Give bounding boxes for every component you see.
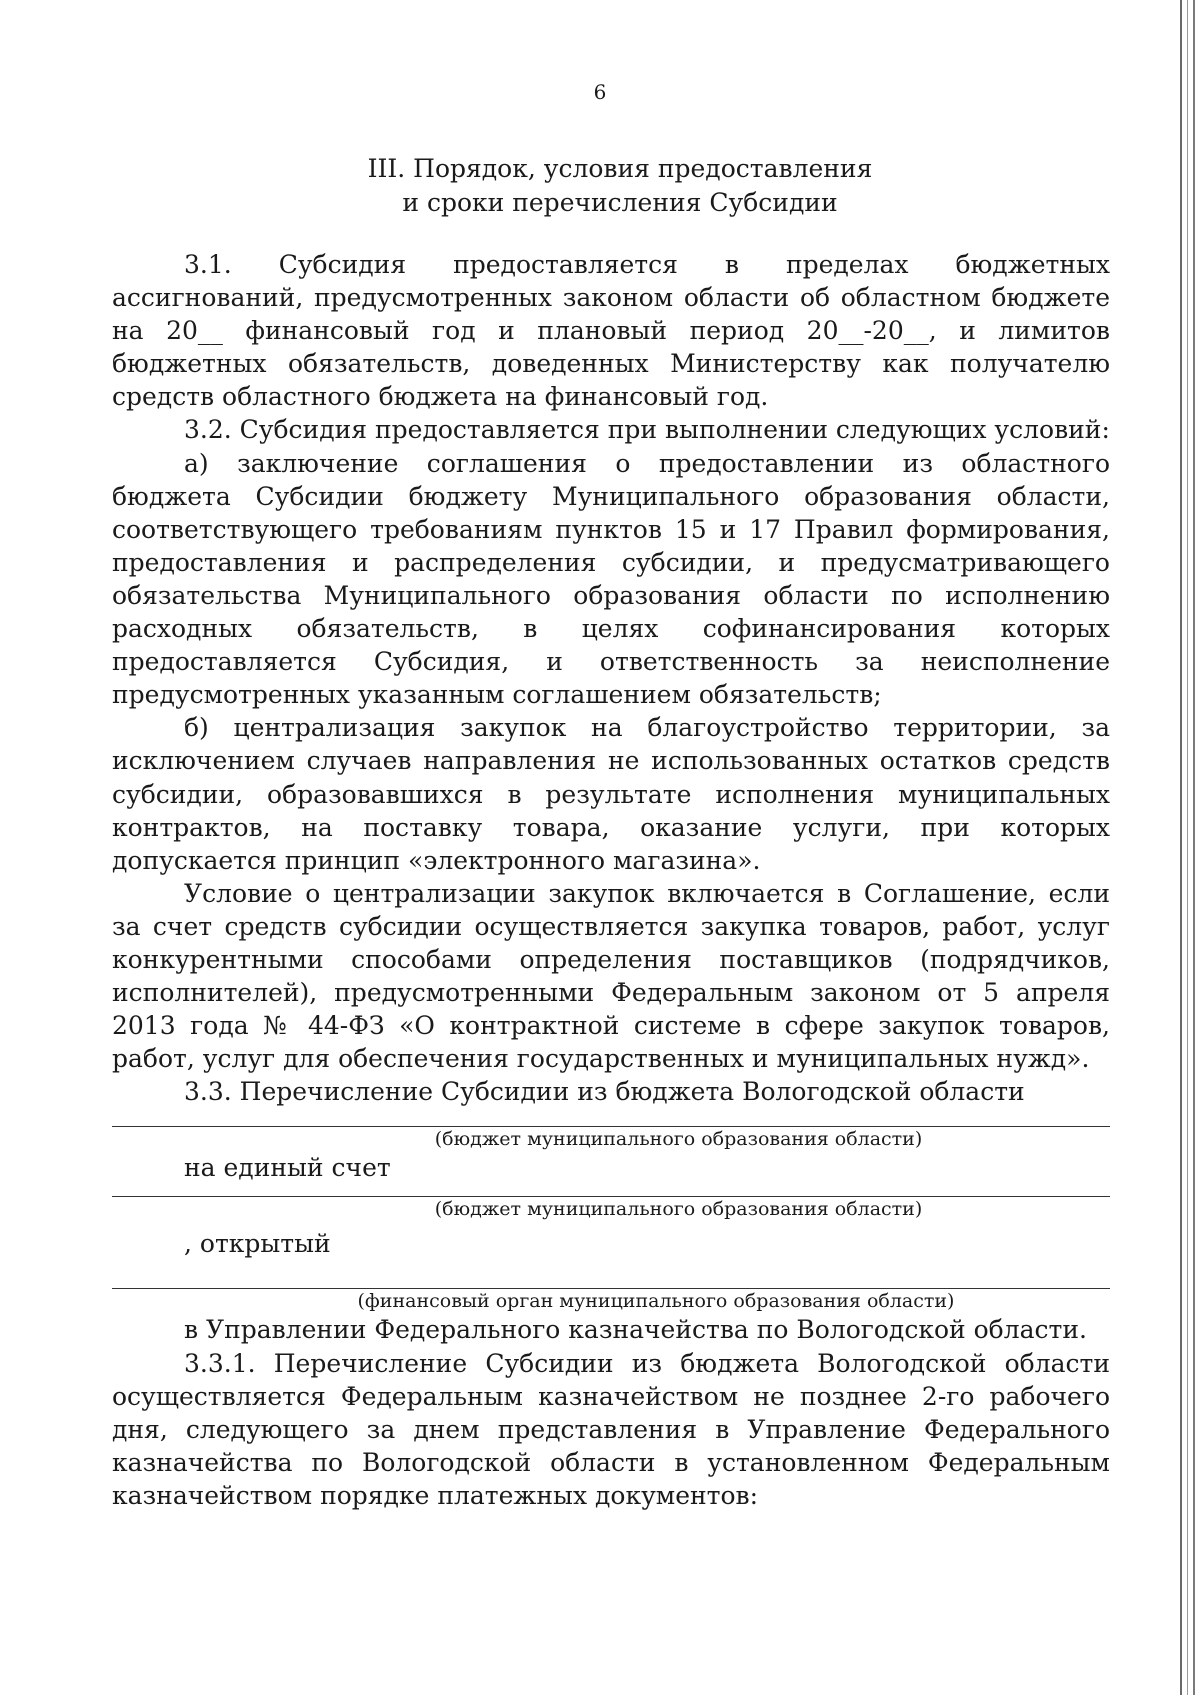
paragraph-3-2-a: а) заключение соглашения о предоставлении из областного бюджета Субсидии бюджету Муниципального образования области, соответствующего требованиям пунктов 15 и 17 Правил формирования, предоставления и распределения субсидии, и предусматривающего обязательства Муниципального образования области по исполнению расходных обязательств, в целях софинансирования которых предоставляется Субсидия, и ответственность за неисполнение предусмотренных указанным соглашением обязательств;: [112, 448, 1110, 710]
section-title-line-2: и сроки перечисления Субсидии: [402, 188, 838, 217]
paragraph-3-3: 3.3. Перечисление Субсидии из бюджета Вологодской области: [184, 1077, 1025, 1107]
text-opened: , открытый: [184, 1229, 331, 1259]
text-single-account: на единый счет: [184, 1153, 391, 1183]
scan-edge-line: [1193, 0, 1195, 1695]
paragraph-condition: Условие о централизации закупок включается в Соглашение, если за счет средств субсидии осуществляется закупка товаров, работ, услуг конкурентными способами определения поставщиков (подрядчиков, исполнителей), предусмотренными Федеральным законом от 5 апреля 2013 года № 44-ФЗ «О контрактной системе в сфере закупок товаров, работ, услуг для обеспечения государственных и муниципальных нужд».: [112, 878, 1110, 1074]
blank-field-3: [112, 1288, 1110, 1313]
scan-edge-line: [1187, 0, 1188, 1695]
paragraph-3-2: 3.2. Субсидия предоставляется при выполнении следующих условий:: [184, 415, 1110, 445]
paragraph-3-3-1: 3.3.1. Перечисление Субсидии из бюджета Вологодской области осуществляется Федеральным казначейством не позднее 2-го рабочего дня, следующего за днем представления в Управление Федерального казначейства по Вологодской области в установленном Федеральным казначейством порядке платежных документов:: [112, 1348, 1110, 1510]
document-body: [112, 248, 1110, 1512]
paragraph-3-2-b: б) централизация закупок на благоустройство территории, за исключением случаев направления не использованных остатков средств субсидии, образовавшихся в результате исполнения муниципальных контрактов, на поставку товара, оказание услуги, при которых допускается принцип «электронного магазина».: [112, 713, 1110, 875]
paragraph-treasury: в Управлении Федерального казначейства по Вологодской области.: [184, 1315, 1087, 1345]
blank-field-2: [112, 1196, 1110, 1221]
blank-caption-1: (бюджет муниципального образования области): [434, 1128, 923, 1151]
section-title: [330, 152, 910, 220]
scan-edge-line: [1180, 0, 1182, 1695]
scan-edge-artifact: [1172, 0, 1200, 1695]
blank-caption-3: (финансовый орган муниципального образования области): [357, 1290, 955, 1313]
section-title-line-1: III. Порядок, условия предоставления: [367, 154, 873, 183]
blank-caption-2: (бюджет муниципального образования области): [434, 1198, 923, 1221]
page-number: 6: [593, 80, 607, 104]
blank-field-1: [112, 1126, 1110, 1151]
paragraph-3-1: 3.1. Субсидия предоставляется в пределах бюджетных ассигнований, предусмотренных законом области об областном бюджете на 20__ финансовый год и плановый период 20__-20__, и лимитов бюджетных обязательств, доведенных Министерству как получателю средств областного бюджета на финансовый год.: [112, 250, 1110, 412]
